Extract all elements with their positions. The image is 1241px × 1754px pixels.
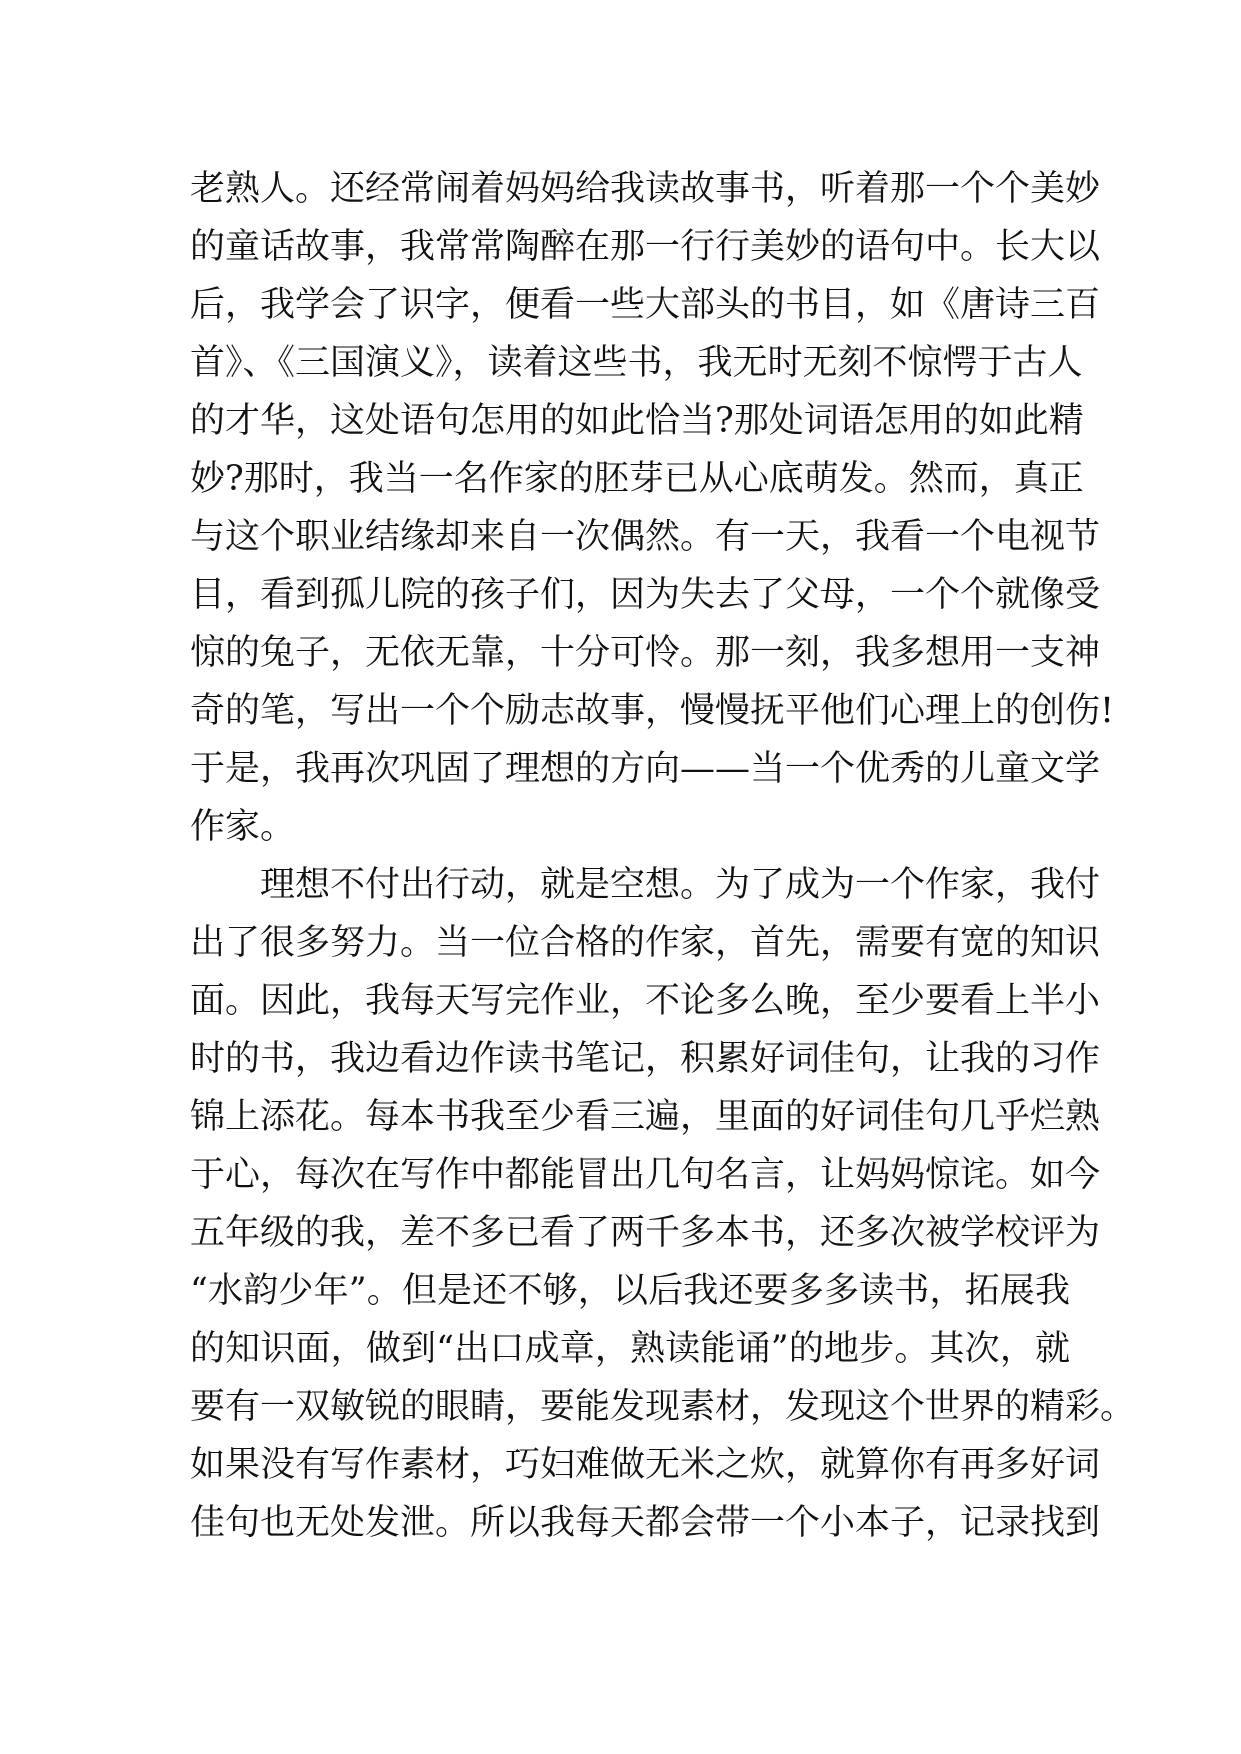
text-line: 要有一双敏锐的眼睛，要能发现素材，发现这个世界的精彩。 <box>190 1387 1136 1427</box>
text-line: 于是，我再次巩固了理想的方向——当一个优秀的儿童文学 <box>190 749 1101 789</box>
text-line: 奇的笔，写出一个个励志故事，慢慢抚平他们心理上的创伤! <box>190 691 1115 731</box>
text-line: 后，我学会了识字，便看一些大部头的书目，如《唐诗三百 <box>190 285 1101 325</box>
text-line: 首》、《三国演义》，读着这些书，我无时无刻不惊愕于古人 <box>190 343 1083 383</box>
text-line: 与这个职业结缘却来自一次偶然。有一天，我看一个电视节 <box>190 517 1101 557</box>
paragraph-1 <box>190 160 1115 856</box>
text-line: 理想不付出行动，就是空想。为了成为一个作家，我付 <box>260 865 1101 905</box>
text-line: 妙?那时，我当一名作家的胚芽已从心底萌发。然而，真正 <box>190 459 1084 499</box>
text-line: 目，看到孤儿院的孩子们，因为失去了父母，一个个就像受 <box>190 575 1101 615</box>
text-line: 面。因此，我每天写完作业，不论多么晚，至少要看上半小 <box>190 981 1101 1021</box>
text-line: 的童话故事，我常常陶醉在那一行行美妙的语句中。长大以 <box>190 227 1101 267</box>
text-line: 如果没有写作素材，巧妇难做无米之炊，就算你有再多好词 <box>190 1445 1101 1485</box>
text-line: 出了很多努力。当一位合格的作家，首先，需要有宽的知识 <box>190 923 1101 963</box>
text-line: 五年级的我，差不多已看了两千多本书，还多次被学校评为 <box>190 1213 1101 1253</box>
text-line: “水韵少年”。但是还不够，以后我还要多多读书，拓展我 <box>190 1271 1070 1311</box>
text-line: 老熟人。还经常闹着妈妈给我读故事书，听着那一个个美妙 <box>190 169 1101 209</box>
text-line: 作家。 <box>190 807 296 847</box>
text-line: 惊的兔子，无依无靠，十分可怜。那一刻，我多想用一支神 <box>190 633 1101 673</box>
text-line: 于心，每次在写作中都能冒出几句名言，让妈妈惊诧。如今 <box>190 1155 1101 1195</box>
text-line: 时的书，我边看边作读书笔记，积累好词佳句，让我的习作 <box>190 1039 1101 1079</box>
body-text <box>190 160 1136 1552</box>
text-line: 的才华，这处语句怎用的如此恰当?那处词语怎用的如此精 <box>190 401 1084 441</box>
text-line: 锦上添花。每本书我至少看三遍，里面的好词佳句几乎烂熟 <box>190 1097 1101 1137</box>
paragraph-2 <box>190 856 1136 1552</box>
text-line: 的知识面，做到“出口成章，熟读能诵”的地步。其次，就 <box>190 1329 1070 1369</box>
text-line: 佳句也无处发泄。所以我每天都会带一个小本子，记录找到 <box>190 1503 1101 1543</box>
